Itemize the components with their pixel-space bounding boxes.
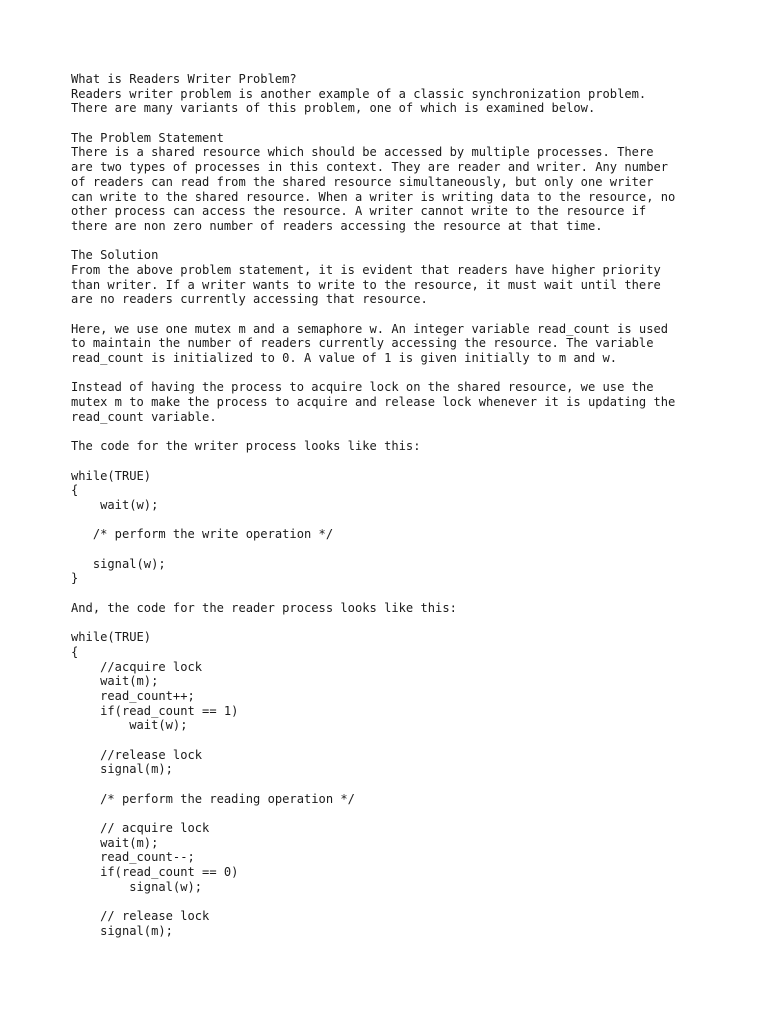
blank-line xyxy=(71,425,751,440)
text-line: there are non zero number of readers accessing the resource at that time. xyxy=(71,218,603,233)
text-line: than writer. If a writer wants to write to the resource, it must wait until there xyxy=(71,277,661,292)
text-line: wait(w); xyxy=(71,497,159,512)
text-line: There is a shared resource which should be accessed by multiple processes. There xyxy=(71,145,654,160)
text-line: signal(w); xyxy=(71,556,166,571)
text-line: wait(m); xyxy=(71,835,159,850)
text-line: other process can access the resource. A writer cannot write to the resource if xyxy=(71,204,647,219)
text-line: The Problem Statement xyxy=(71,130,224,145)
text-line: read_count--; xyxy=(71,850,195,865)
text-line: The code for the writer process looks like this: xyxy=(71,439,421,454)
text-line: wait(w); xyxy=(71,718,188,733)
text-line: From the above problem statement, it is evident that readers have higher priority xyxy=(71,262,661,277)
text-line: // release lock xyxy=(71,909,210,924)
text-line: signal(m); xyxy=(71,762,173,777)
text-line: while(TRUE) xyxy=(71,468,152,483)
blank-line xyxy=(71,733,751,748)
text-line: /* perform the reading operation */ xyxy=(71,791,355,806)
text-line: { xyxy=(71,483,79,498)
blank-line xyxy=(71,116,751,131)
text-line: Readers writer problem is another example of a classic synchronization problem. xyxy=(71,86,647,101)
text-line: read_count variable. xyxy=(71,409,217,424)
text-line: while(TRUE) xyxy=(71,630,152,645)
text-line: And, the code for the reader process looks like this: xyxy=(71,600,457,615)
blank-line xyxy=(71,895,751,910)
text-line: if(read_count == 0) xyxy=(71,865,239,880)
text-line: /* perform the write operation */ xyxy=(71,527,334,542)
text-line: The Solution xyxy=(71,248,159,263)
text-line: Here, we use one mutex m and a semaphore w. An integer variable read_count is used xyxy=(71,321,669,336)
text-line: can write to the shared resource. When a writer is writing data to the resource, no xyxy=(71,189,676,204)
text-line: //acquire lock xyxy=(71,659,203,674)
blank-line xyxy=(71,586,751,601)
text-line: wait(m); xyxy=(71,674,159,689)
text-line: //release lock xyxy=(71,747,203,762)
text-line: } xyxy=(71,571,79,586)
text-line: signal(w); xyxy=(71,879,203,894)
blank-line xyxy=(71,806,751,821)
text-line: are two types of processes in this context. They are reader and writer. Any number xyxy=(71,160,669,175)
text-line: // acquire lock xyxy=(71,821,210,836)
document-page xyxy=(71,72,751,939)
text-line: read_count++; xyxy=(71,688,195,703)
text-line: Instead of having the process to acquire lock on the shared resource, we use the xyxy=(71,380,654,395)
blank-line xyxy=(71,513,751,528)
text-line: to maintain the number of readers currently accessing the resource. The variable xyxy=(71,336,654,351)
text-line: mutex m to make the process to acquire and release lock whenever it is updating the xyxy=(71,395,676,410)
text-line: signal(m); xyxy=(71,923,173,938)
blank-line xyxy=(71,234,751,249)
text-line: of readers can read from the shared resource simultaneously, but only one writer xyxy=(71,174,654,189)
text-line: { xyxy=(71,644,79,659)
text-line: read_count is initialized to 0. A value of 1 is given initially to m and w. xyxy=(71,351,618,366)
blank-line xyxy=(71,615,751,630)
blank-line xyxy=(71,777,751,792)
blank-line xyxy=(71,454,751,469)
text-line: There are many variants of this problem, one of which is examined below. xyxy=(71,101,596,116)
text-line: if(read_count == 1) xyxy=(71,703,239,718)
text-line: are no readers currently accessing that resource. xyxy=(71,292,428,307)
text-line: What is Readers Writer Problem? xyxy=(71,72,297,86)
blank-line xyxy=(71,366,751,381)
blank-line xyxy=(71,542,751,557)
blank-line xyxy=(71,307,751,322)
